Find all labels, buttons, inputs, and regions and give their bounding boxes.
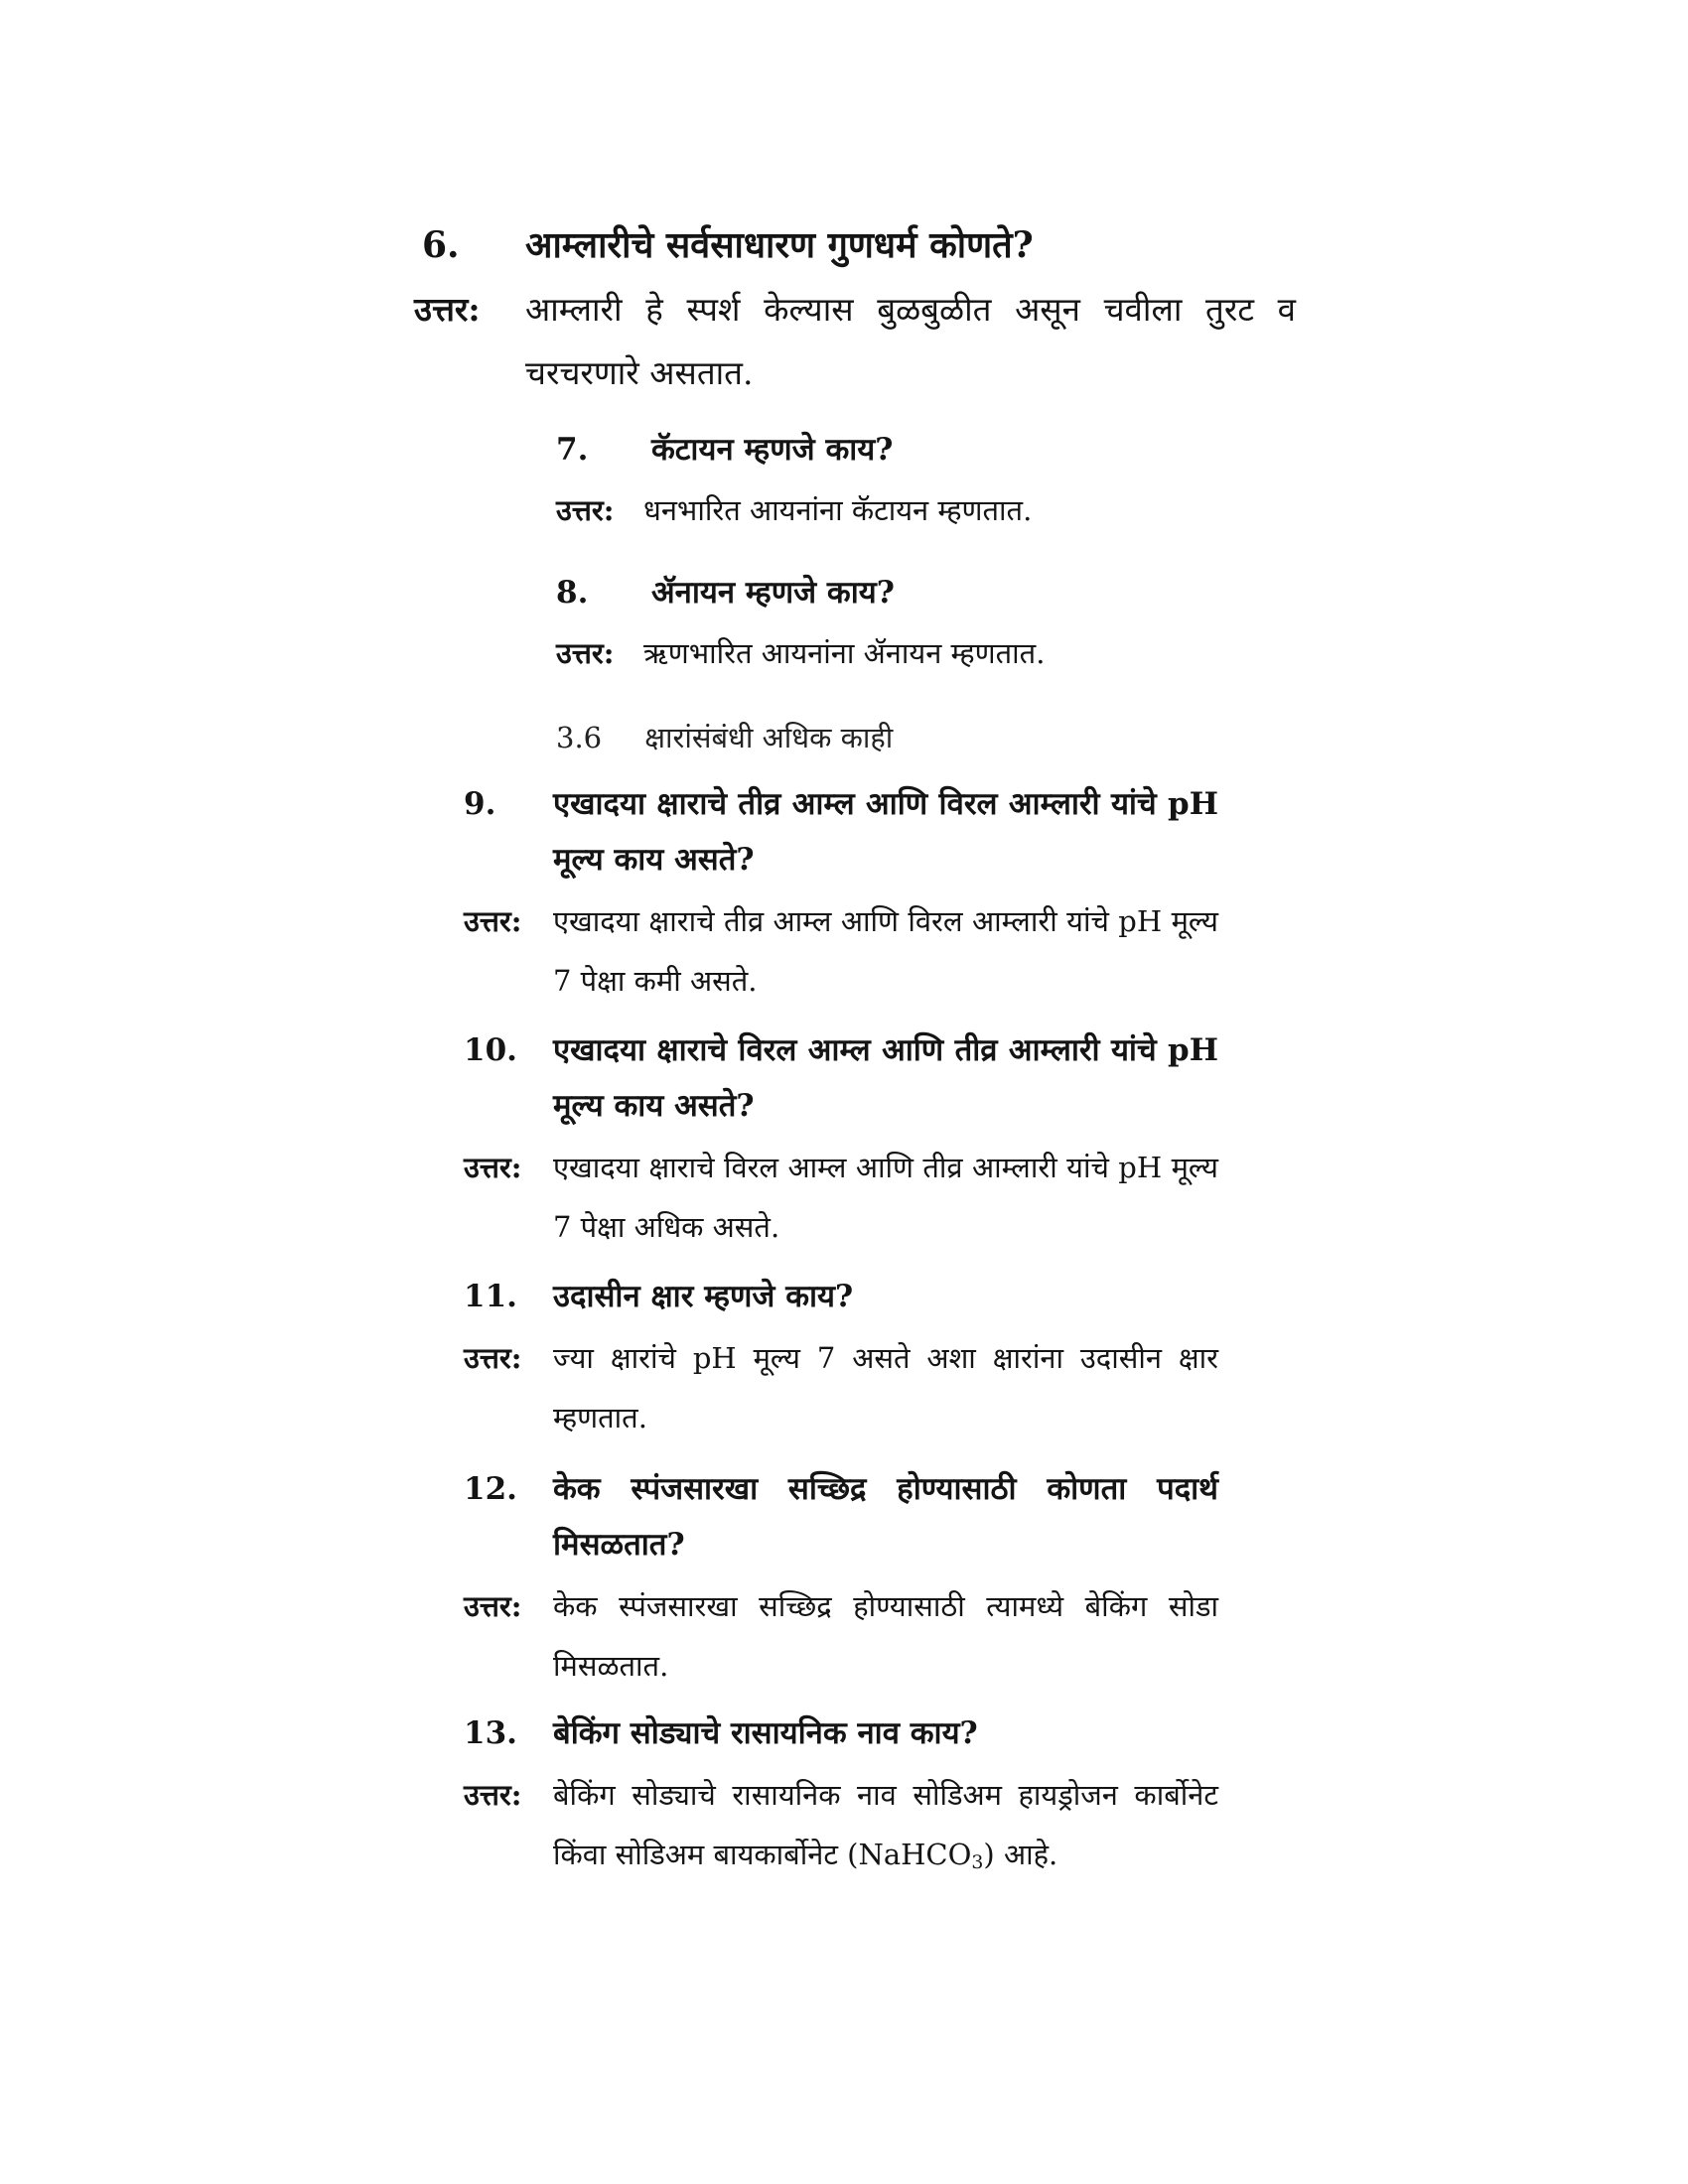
qa-item-12 — [464, 1461, 1218, 1696]
answer — [556, 482, 1192, 538]
question-text: उदासीन क्षार म्हणजे काय? — [553, 1279, 854, 1314]
question-number: 13. — [464, 1715, 517, 1751]
formula-subscript: 3 — [971, 1851, 984, 1873]
answer — [464, 1138, 1218, 1257]
answer-label: उत्तर: — [556, 493, 615, 527]
question — [422, 220, 1296, 270]
qa-item-9 — [464, 776, 1218, 1011]
answer-label: उत्तर: — [464, 1778, 522, 1812]
answer-text — [553, 1765, 1218, 1893]
section-heading — [556, 713, 893, 762]
answer-text: ज्या क्षारांचे pH मूल्य 7 असते अशा क्षारांना उदासीन क्षार म्हणतात. — [553, 1341, 1218, 1434]
question-number: 10. — [464, 1032, 517, 1068]
qa-item-10 — [464, 1023, 1218, 1257]
question — [464, 776, 1218, 887]
question-text: ॲनायन म्हणजे काय? — [651, 575, 895, 611]
question-text: एखादया क्षाराचे तीव्र आम्ल आणि विरल आम्लारी यांचे pH मूल्य काय असते? — [553, 786, 1218, 878]
qa-item-11 — [464, 1269, 1218, 1447]
section-number: 3.6 — [556, 721, 603, 754]
answer — [556, 625, 1192, 681]
question-number: 7. — [556, 432, 589, 468]
question — [556, 568, 1192, 617]
answer — [464, 1576, 1218, 1696]
answer-text: आम्लारी हे स्पर्श केल्यास बुळबुळीत असून चवीला तुरट व चरचरणारे असतात. — [525, 290, 1296, 392]
question-text: एखादया क्षाराचे विरल आम्ल आणि तीव्र आम्लारी यांचे pH मूल्य काय असते? — [553, 1032, 1218, 1124]
question — [464, 1023, 1218, 1134]
question-text: आम्लारीचे सर्वसाधारण गुणधर्म कोणते? — [525, 224, 1034, 266]
qa-item-7 — [556, 425, 1192, 538]
question — [464, 1461, 1218, 1572]
answer-text-tail: ) आहे. — [983, 1838, 1058, 1871]
answer-text: केक स्पंजसारखा सच्छिद्र होण्यासाठी त्यामध्ये बेकिंग सोडा मिसळतात. — [553, 1589, 1218, 1683]
answer-text: एखादया क्षाराचे तीव्र आम्ल आणि विरल आम्लारी यांचे pH मूल्य 7 पेक्षा कमी असते. — [553, 904, 1218, 998]
question-number: 11. — [464, 1279, 517, 1314]
qa-item-13 — [464, 1706, 1218, 1893]
question-text: केक स्पंजसारखा सच्छिद्र होण्यासाठी कोणता पदार्थ मिसळतात? — [553, 1471, 1218, 1563]
answer — [464, 891, 1218, 1011]
question — [464, 1706, 1218, 1761]
question-text: कॅटायन म्हणजे काय? — [651, 432, 894, 468]
section-title: क्षारांसंबंधी अधिक काही — [644, 721, 894, 754]
question-number: 6. — [422, 224, 460, 266]
answer — [414, 278, 1296, 405]
qa-item-8 — [556, 568, 1192, 681]
question — [556, 425, 1192, 475]
answer-label: उत्तर: — [464, 1151, 522, 1184]
answer — [464, 1328, 1218, 1447]
answer-text: ऋणभारित आयनांना ॲनायन म्हणतात. — [643, 636, 1046, 670]
answer-label: उत्तर: — [464, 1341, 522, 1375]
question-number: 8. — [556, 575, 589, 611]
answer-label: उत्तर: — [464, 1589, 522, 1623]
answer-label: उत्तर: — [414, 290, 481, 329]
question-number: 9. — [464, 786, 496, 822]
question-text: बेकिंग सोड्याचे रासायनिक नाव काय? — [553, 1715, 978, 1751]
question — [464, 1269, 1218, 1324]
answer-label: उत्तर: — [464, 904, 522, 938]
answer — [464, 1765, 1218, 1893]
answer-label: उत्तर: — [556, 636, 615, 670]
qa-item-6 — [414, 220, 1296, 405]
answer-text: एखादया क्षाराचे विरल आम्ल आणि तीव्र आम्लारी यांचे pH मूल्य 7 पेक्षा अधिक असते. — [553, 1151, 1218, 1244]
answer-text: धनभारित आयनांना कॅटायन म्हणतात. — [643, 493, 1033, 527]
answer-text-main: बेकिंग सोड्याचे रासायनिक नाव सोडिअम हायड्रोजन कार्बोनेट किंवा सोडिअम बायकार्बोनेट (NaHCO — [553, 1778, 1218, 1871]
question-number: 12. — [464, 1471, 517, 1507]
